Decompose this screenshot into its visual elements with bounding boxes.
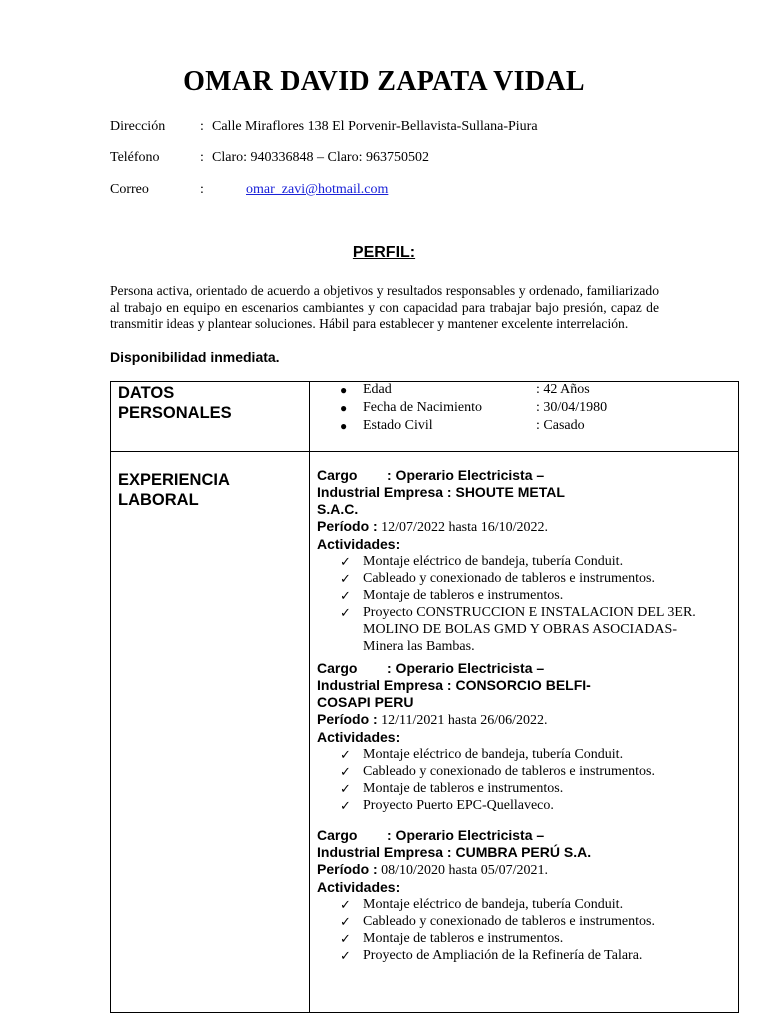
actividad-text: Proyecto de Ampliación de la Refinería de Talara. [363,948,643,963]
checkmark-icon: ✓ [340,897,351,912]
actividad-text: Proyecto CONSTRUCCION E INSTALACION DEL 3ER. MOLINO DE BOLAS GMD Y OBRAS ASOCIADAS-Minera las Bambas. [363,605,696,654]
periodo-label: Período : [317,861,378,877]
empresa-line-continued: S.A.C. [317,501,359,517]
checkmark-icon: ✓ [340,914,351,929]
actividad-text: Proyecto Puerto EPC-Quellaveco. [363,798,554,813]
cargo-line [317,467,727,484]
heading-line: LABORAL [118,491,199,509]
empresa-line: Industrial Empresa : SHOUTE METAL [317,484,565,500]
periodo-line [317,518,727,536]
list-item [317,746,703,763]
actividades-label: Actividades: [317,729,401,745]
bullet-icon: ● [340,383,348,397]
heading-line: DATOS [118,384,175,402]
checkmark-icon: ✓ [340,605,351,620]
datos-key: Estado Civil [363,418,433,433]
actividad-text: Montaje eléctrico de bandeja, tubería Conduit. [363,897,624,912]
list-item [317,553,703,570]
email-link[interactable]: omar_zavi@hotmail.com [246,182,389,197]
checkmark-icon: ✓ [340,948,351,963]
datos-value: : 42 Años [536,382,590,397]
table-row-divider [110,451,739,452]
cargo-value: : Operario Electricista – [387,467,545,483]
heading-line: PERSONALES [118,404,232,422]
list-item [317,913,703,930]
checkmark-icon: ✓ [340,747,351,762]
checkmark-icon: ✓ [340,571,351,586]
actividad-text: Cableado y conexionado de tableros e instrumentos. [363,914,655,929]
table-column-divider [309,381,310,1013]
cargo-line [317,660,727,677]
checkmark-icon: ✓ [340,588,351,603]
empresa-line: Industrial Empresa : CONSORCIO BELFI- [317,677,591,693]
perfil-paragraph: Persona activa, orientado de acuerdo a objetivos y resultados responsables y ordenado, familiarizado al trabajo en equipo en escenarios cambiantes y con capacidad para trabajar bajo presión, capaz de transmitir ideas y plantear soluciones. Hábil para establecer y mantener excelente interrelación. [110,283,659,331]
contact-separator: : [200,182,204,197]
cargo-label: Cargo [317,660,358,676]
datos-personales-heading [118,383,232,423]
list-item [317,930,703,947]
datos-value: : 30/04/1980 [536,400,608,415]
actividad-text: Cableado y conexionado de tableros e instrumentos. [363,571,655,586]
contact-label: Dirección [110,119,166,134]
cargo-label: Cargo [317,467,358,483]
periodo-value: 12/11/2021 hasta 26/06/2022. [377,713,548,728]
empresa-line: Industrial Empresa : CUMBRA PERÚ S.A. [317,844,592,860]
periodo-label: Período : [317,711,378,727]
job-entry [317,467,727,655]
list-item [317,896,703,913]
datos-key: Fecha de Nacimiento [363,400,482,415]
heading-line: EXPERIENCIA [118,471,230,489]
list-item [317,797,703,814]
datos-key: Edad [363,382,392,397]
availability-note: Disponibilidad inmediata. [110,349,280,365]
periodo-value: 12/07/2022 hasta 16/10/2022. [377,520,548,535]
contact-phone-value: Claro: 940336848 – Claro: 963750502 [212,150,429,165]
contact-address-value: Calle Miraflores 138 El Porvenir-Bellavista-Sullana-Piura [212,119,538,134]
job-entry [317,827,727,964]
periodo-value: 08/10/2020 hasta 05/07/2021. [377,863,548,878]
periodo-line [317,861,727,879]
contact-separator: : [200,150,204,165]
list-item [317,763,703,780]
actividades-list [317,746,727,814]
cargo-label: Cargo [317,827,358,843]
actividades-list [317,896,727,964]
bullet-icon: ● [340,401,348,415]
checkmark-icon: ✓ [340,764,351,779]
list-item [317,570,703,587]
experiencia-laboral-heading [118,470,230,510]
periodo-label: Período : [317,518,378,534]
actividad-text: Montaje de tableros e instrumentos. [363,931,564,946]
checkmark-icon: ✓ [340,798,351,813]
checkmark-icon: ✓ [340,554,351,569]
actividad-text: Montaje eléctrico de bandeja, tubería Conduit. [363,747,624,762]
actividades-label: Actividades: [317,879,401,895]
bullet-icon: ● [340,419,348,433]
list-item [317,947,703,964]
candidate-name: OMAR DAVID ZAPATA VIDAL [183,66,585,97]
contact-label: Teléfono [110,150,160,165]
actividad-text: Cableado y conexionado de tableros e instrumentos. [363,764,655,779]
actividades-list [317,553,727,655]
checkmark-icon: ✓ [340,931,351,946]
actividad-text: Montaje de tableros e instrumentos. [363,781,564,796]
cargo-value: : Operario Electricista – [387,827,545,843]
actividades-label: Actividades: [317,536,401,552]
job-entry [317,660,727,814]
cargo-value: : Operario Electricista – [387,660,545,676]
list-item [317,780,703,797]
contact-label: Correo [110,182,149,197]
actividad-text: Montaje eléctrico de bandeja, tubería Conduit. [363,554,624,569]
list-item [317,604,703,655]
cargo-line [317,827,727,844]
actividad-text: Montaje de tableros e instrumentos. [363,588,564,603]
datos-value: : Casado [536,418,585,433]
contact-separator: : [200,119,204,134]
empresa-line-continued: COSAPI PERU [317,694,414,710]
periodo-line [317,711,727,729]
perfil-heading: PERFIL: [352,244,416,261]
list-item [317,587,703,604]
checkmark-icon: ✓ [340,781,351,796]
